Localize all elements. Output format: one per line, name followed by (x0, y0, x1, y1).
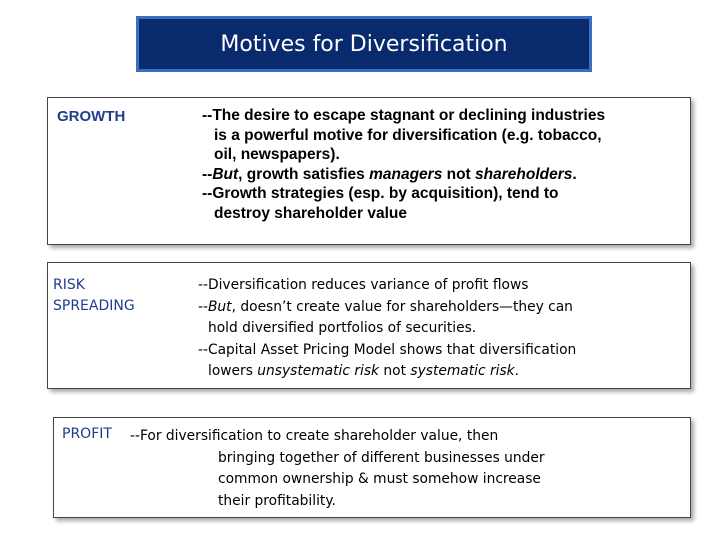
profit-line: --For diversification to create shareholder value, then (130, 428, 499, 444)
slide-title: Motives for Diversification (136, 16, 592, 72)
profit-line: common ownership & must somehow increase (218, 471, 541, 487)
risk-label-line: RISK (53, 277, 85, 293)
profit-line: their profitability. (218, 492, 336, 509)
growth-label: GROWTH (57, 108, 126, 125)
risk-line: hold diversified portfolios of securities. (208, 320, 477, 336)
risk-line: --Diversification reduces variance of profit flows (198, 277, 529, 293)
growth-line: --But, growth satisfies managers not shareholders. (202, 165, 577, 183)
profit-line: bringing together of different businesses under (218, 449, 545, 466)
growth-line: --The desire to escape stagnant or declining industries (202, 107, 606, 124)
risk-text (198, 275, 678, 383)
risk-panel (47, 262, 691, 389)
risk-line: lowers unsystematic risk not systematic risk. (208, 363, 520, 379)
risk-line: --But, doesn’t create value for shareholders—they can (198, 298, 573, 315)
risk-label-line: SPREADING (53, 298, 135, 314)
risk-line: --Capital Asset Pricing Model shows that diversification (198, 341, 577, 358)
growth-line: oil, newspapers). (214, 146, 340, 164)
growth-panel (47, 97, 691, 245)
profit-label: PROFIT (62, 426, 112, 442)
growth-line: is a powerful motive for diversification (e.g. tobacco, (214, 126, 602, 144)
profit-text (130, 426, 670, 512)
risk-label (53, 275, 135, 317)
growth-line: destroy shareholder value (214, 204, 407, 222)
profit-panel (53, 417, 691, 518)
growth-text (202, 106, 682, 224)
growth-line: --Growth strategies (esp. by acquisition), tend to (202, 185, 559, 203)
